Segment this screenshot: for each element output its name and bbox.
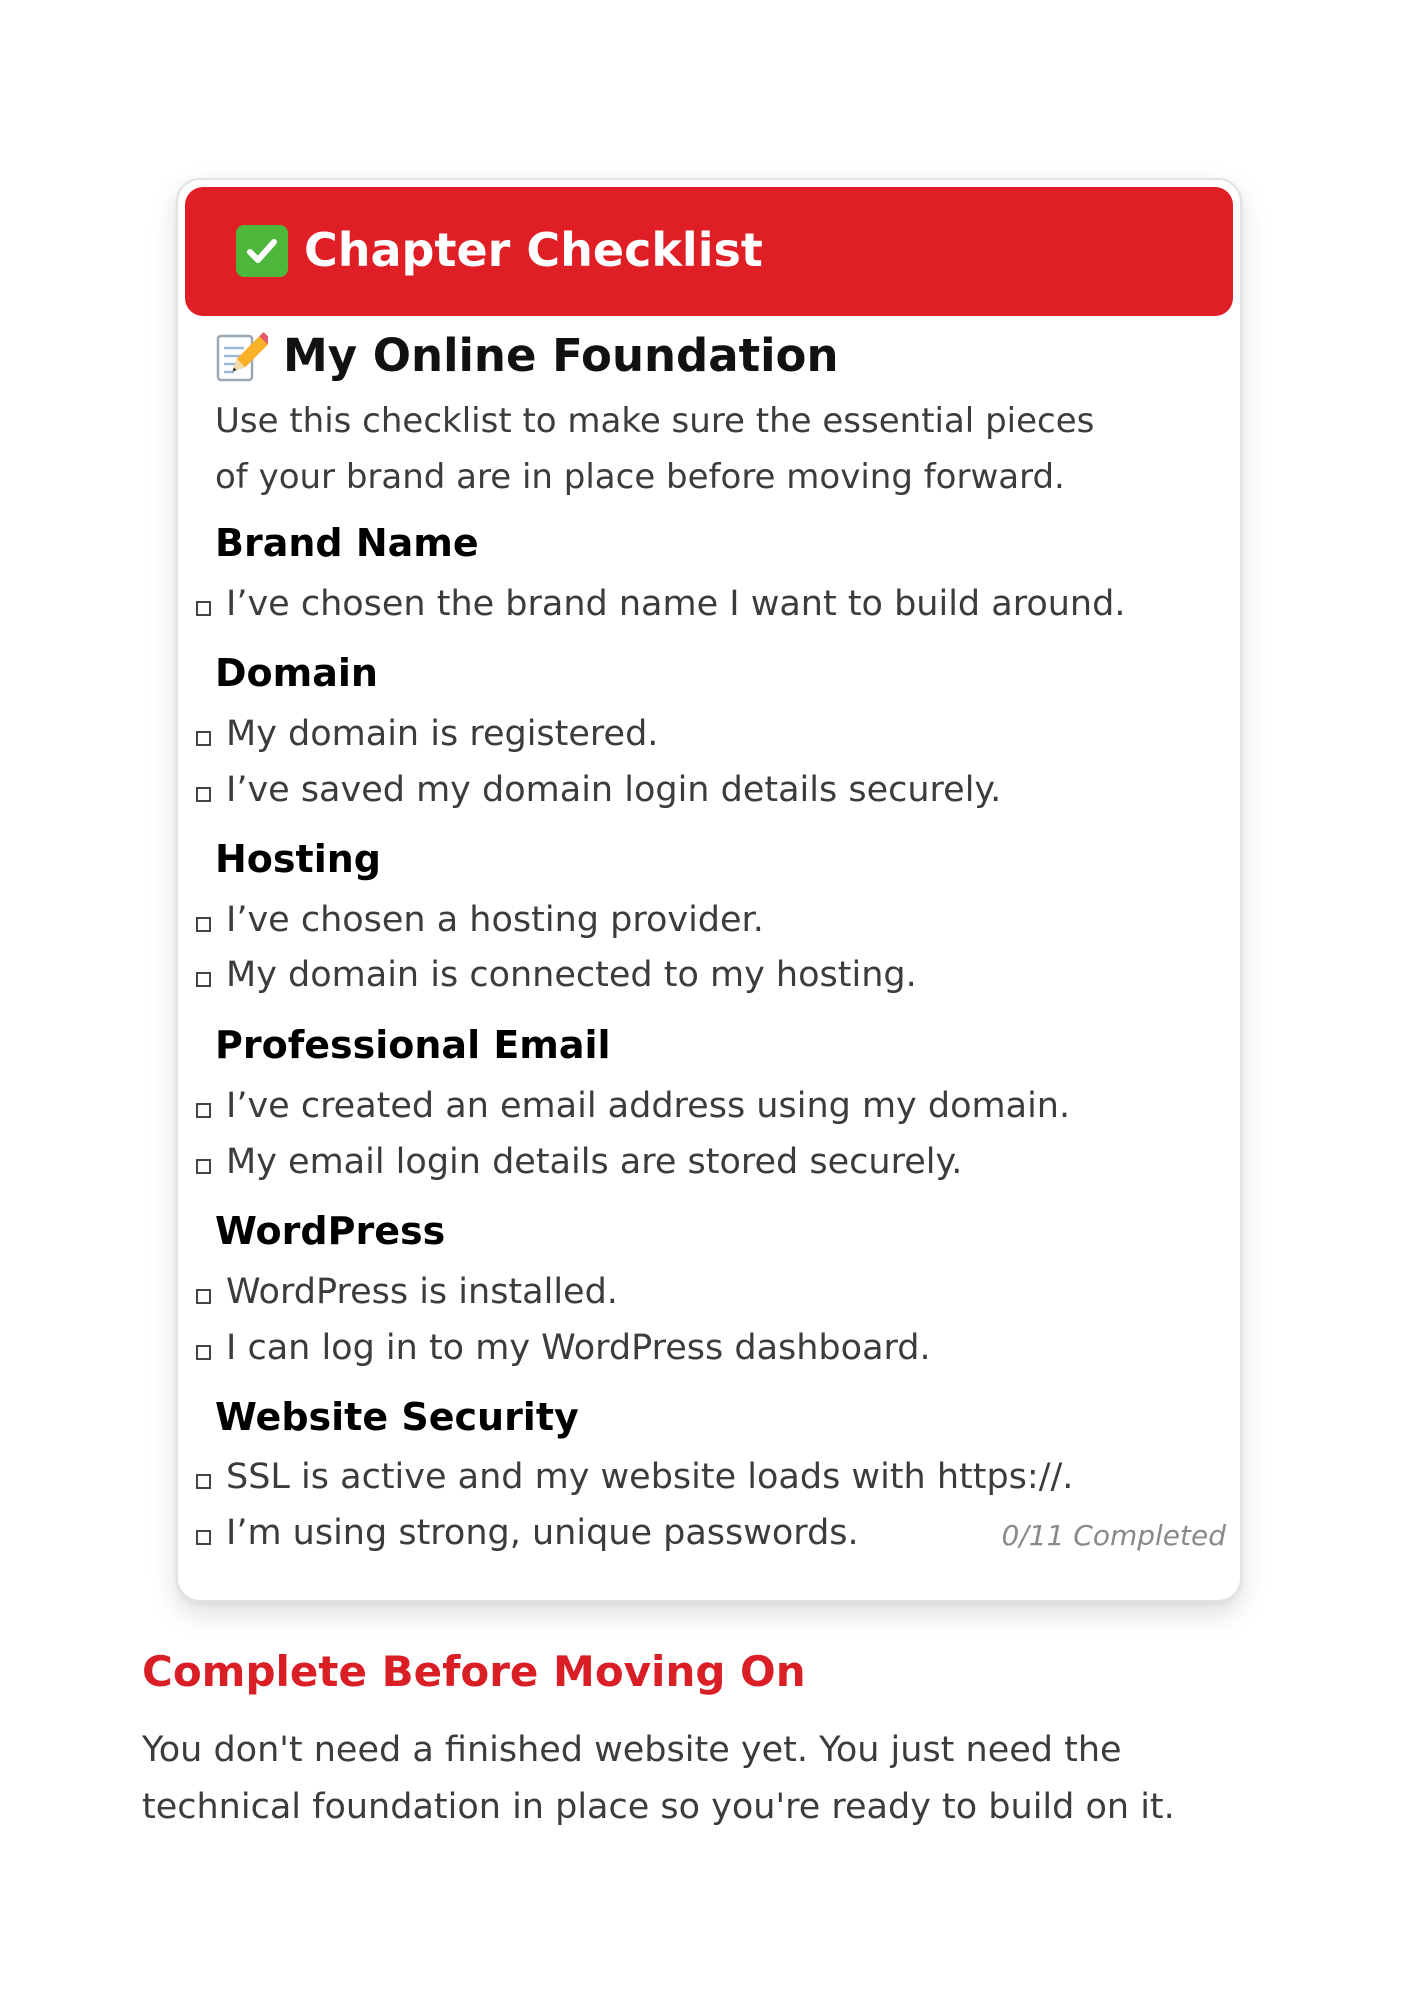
check-mark-button-icon: [236, 225, 288, 277]
memo-pencil-icon: [214, 330, 268, 384]
checklist-item-label: SSL is active and my website loads with https://.: [226, 1457, 1074, 1497]
section-title: My Online Foundation: [283, 329, 839, 382]
checklist-item[interactable]: [196, 894, 764, 946]
checkbox[interactable]: [196, 601, 211, 616]
group-title-professional-email: Professional Email: [215, 1023, 611, 1067]
group-title-wordpress: WordPress: [215, 1209, 446, 1253]
completion-note-line: technical foundation in place so you're ready to build on it.: [142, 1787, 1175, 1827]
checklist-item-label: I’ve saved my domain login details securely.: [226, 770, 1002, 810]
checkbox[interactable]: [196, 1103, 211, 1118]
checkbox[interactable]: [196, 787, 211, 802]
checklist-item[interactable]: [196, 1451, 1073, 1503]
checklist-item-label: I’ve chosen a hosting provider.: [226, 900, 764, 940]
checklist-item[interactable]: [196, 1322, 931, 1374]
checklist-item-label: My domain is connected to my hosting.: [226, 955, 917, 995]
group-title-website-security: Website Security: [215, 1395, 579, 1439]
card-header: [185, 187, 1233, 316]
checklist-item[interactable]: [196, 578, 1125, 630]
checklist-item[interactable]: [196, 708, 658, 760]
checklist-item-label: I’ve chosen the brand name I want to build around.: [226, 584, 1126, 624]
group-title-domain: Domain: [215, 651, 378, 695]
checklist-item-label: WordPress is installed.: [226, 1272, 618, 1312]
checklist-item-label: I can log in to my WordPress dashboard.: [226, 1328, 931, 1368]
checklist-item[interactable]: [196, 949, 917, 1001]
checkbox[interactable]: [196, 1159, 211, 1174]
completion-note-line: You don't need a finished website yet. You just need the: [142, 1730, 1122, 1770]
section-intro: [215, 393, 1215, 505]
checklist-item-label: My email login details are stored securely.: [226, 1142, 963, 1182]
checkbox[interactable]: [196, 1474, 211, 1489]
checklist-item-label: I’m using strong, unique passwords.: [226, 1513, 859, 1553]
checklist-item[interactable]: [196, 1136, 962, 1188]
checkbox[interactable]: [196, 731, 211, 746]
completion-note: [142, 1722, 1342, 1836]
checklist-card: [176, 178, 1242, 1602]
completion-counter: 0/11 Completed: [1001, 1519, 1226, 1552]
intro-line: Use this checklist to make sure the essential pieces: [215, 401, 1095, 441]
checklist-item-label: I’ve created an email address using my domain.: [226, 1086, 1071, 1126]
completion-heading: Complete Before Moving On: [142, 1647, 806, 1696]
checklist-item-label: My domain is registered.: [226, 714, 659, 754]
intro-line: of your brand are in place before moving forward.: [215, 457, 1065, 497]
checkbox[interactable]: [196, 1289, 211, 1304]
group-title-brand-name: Brand Name: [215, 521, 479, 565]
checklist-item[interactable]: [196, 764, 1001, 816]
checklist-item[interactable]: [196, 1080, 1070, 1132]
card-title: Chapter Checklist: [304, 223, 763, 277]
checklist-item[interactable]: [196, 1507, 859, 1559]
checkbox[interactable]: [196, 917, 211, 932]
checkbox[interactable]: [196, 972, 211, 987]
checklist-item[interactable]: [196, 1266, 618, 1318]
checkbox[interactable]: [196, 1530, 211, 1545]
checkbox[interactable]: [196, 1345, 211, 1360]
group-title-hosting: Hosting: [215, 837, 381, 881]
